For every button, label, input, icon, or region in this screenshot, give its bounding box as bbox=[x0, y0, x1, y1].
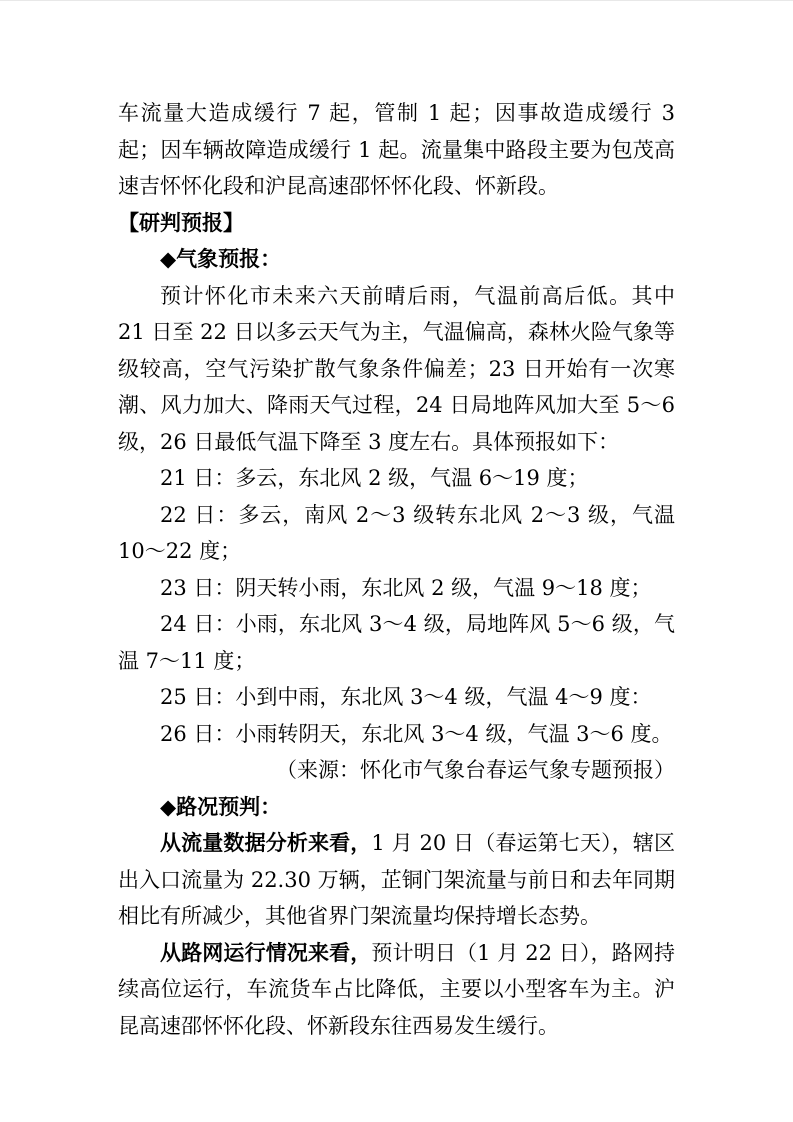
source-attribution: （来源：怀化市气象台春运气象专题预报） bbox=[276, 758, 675, 782]
forecast-line-jan25: 25 日：小到中雨，东北风 3～4 级，气温 4～9 度： bbox=[160, 685, 652, 709]
road-network-lead-bold: 从路网运行情况来看， bbox=[160, 940, 372, 965]
flow-analysis-body: 1 月 20 日（春运第七天），辖区出入口流量为 22.30 万辆，芷铜门架流量与前日和去年同期相比有所减少，其他省界门架流量均保持增长态势。 bbox=[118, 831, 676, 928]
forecast-line-jan23: 23 日：阴天转小雨，东北风 2 级，气温 9～18 度； bbox=[160, 575, 652, 600]
paragraph-weather-outlook: 预计怀化市未来六天前晴后雨，气温前高后低。其中 21 日至 22 日以多云天气为主，气温偏高，森林火险气象等级较高，空气污染扩散气象条件偏差；23 日开始有一次寒潮、风力加大、降雨天气过程，24 日局地阵风加大至 5～6 级，26 日最低气温下降至 3 度左右。具体预报如下： bbox=[118, 283, 675, 454]
paragraph-flow-analysis bbox=[118, 825, 675, 935]
subheading-weather-forecast: ◆气象预报： bbox=[160, 247, 282, 271]
flow-analysis-lead-bold: 从流量数据分析来看， bbox=[160, 831, 372, 855]
forecast-line-jan21: 21 日：多云，东北风 2 级，气温 6～19 度； bbox=[160, 466, 589, 490]
forecast-line-jan26: 26 日：小雨转阴天，东北风 3～4 级，气温 3～6 度。 bbox=[160, 721, 673, 746]
paragraph-road-network-outlook bbox=[118, 935, 675, 1045]
forecast-line-jan22: 22 日：多云，南风 2～3 级转东北风 2～3 级，气温 10～22 度； bbox=[118, 502, 675, 563]
section-heading-analysis-forecast: 【研判预报】 bbox=[118, 210, 244, 235]
forecast-line-jan24: 24 日：小雨，东北风 3～4 级，局地阵风 5～6 级，气温 7～11 度； bbox=[118, 612, 675, 673]
road-network-body: 预计明日（1 月 22 日），路网持续高位运行，车流货车占比降低，主要以小型客车为主。沪昆高速邵怀怀化段、怀新段东往西易发生缓行。 bbox=[118, 940, 676, 1038]
subheading-road-condition-forecast: ◆路况预判： bbox=[160, 794, 282, 819]
paragraph-traffic-events-continuation: 车流量大造成缓行 7 起，管制 1 起；因事故造成缓行 3 起；因车辆故障造成缓行 1 起。流量集中路段主要为包茂高速吉怀怀化段和沪昆高速邵怀怀化段、怀新段。 bbox=[118, 101, 675, 198]
